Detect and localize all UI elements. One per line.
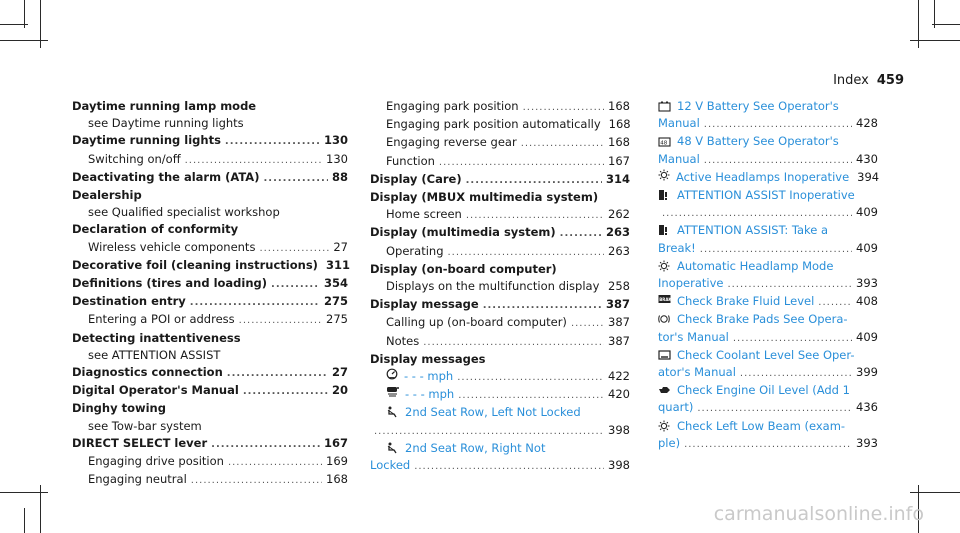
- entry-text: Inoperative: [658, 276, 724, 291]
- index-entry: [72, 221, 348, 238]
- page-ref: 262: [608, 207, 630, 222]
- page-ref: 394: [857, 169, 880, 184]
- index-entry: [370, 440, 630, 457]
- index-entry: [72, 132, 348, 150]
- page-ref: 20: [331, 383, 348, 398]
- svg-text:48: 48: [660, 140, 668, 147]
- index-entry: [370, 206, 630, 224]
- entry-text: ple): [658, 435, 681, 450]
- dot-leader: [740, 365, 852, 382]
- dot-leader: [243, 383, 328, 400]
- entry-text: Function: [386, 153, 435, 168]
- entry-text: Display message: [370, 297, 479, 312]
- dot-leader: [684, 436, 852, 453]
- dot-leader: [239, 312, 322, 329]
- page-ref: 428: [856, 116, 878, 131]
- entry-text: Check Coolant Level See Oper-: [677, 347, 855, 362]
- dot-leader: [263, 170, 328, 187]
- index-entry: [72, 400, 348, 417]
- index-entry: [658, 418, 878, 435]
- brake-icon: [658, 293, 671, 305]
- seat-belt-icon: [386, 406, 399, 418]
- entry-text: Home screen: [386, 207, 462, 222]
- page-ref: 387: [608, 333, 630, 348]
- distance-assist-icon: [386, 386, 399, 398]
- index-entry: [370, 261, 630, 278]
- crop-mark: [0, 492, 48, 493]
- entry-text: Operating: [386, 243, 444, 258]
- index-entry-continuation: [658, 115, 878, 133]
- entry-text: see ATTENTION ASSIST: [88, 347, 221, 362]
- dot-leader: [704, 116, 852, 133]
- entry-text: Displays on the multifunction display: [386, 279, 600, 294]
- entry-text: Break!: [658, 240, 696, 255]
- index-entry: [72, 293, 348, 311]
- entry-text: see Qualified specialist workshop: [88, 205, 280, 220]
- watermark: carmanualsonline.info: [713, 503, 924, 525]
- page-ref: 258: [608, 279, 630, 294]
- entry-text: Automatic Headlamp Mode: [677, 258, 834, 273]
- entry-text: see Daytime running lights: [88, 116, 244, 131]
- attention-assist-icon: [658, 189, 671, 201]
- index-entry: [658, 169, 878, 187]
- index-entry-continuation: [658, 435, 878, 453]
- page-ref: 420: [608, 387, 630, 402]
- index-entry: [72, 257, 348, 275]
- index-entry: [370, 314, 630, 332]
- crop-mark: [0, 24, 28, 25]
- entry-text: Switching on/off: [88, 151, 181, 166]
- index-entry-continuation: [370, 422, 630, 440]
- entry-text: DIRECT SELECT lever: [72, 435, 208, 450]
- index-entry: [72, 471, 348, 489]
- page-ref: 409: [856, 329, 878, 344]
- page-ref: 27: [333, 239, 348, 254]
- entry-text: Check Brake Pads See Opera-: [677, 312, 848, 327]
- index-entry-continuation: [658, 399, 878, 417]
- seat-belt-icon: [386, 442, 399, 454]
- index-entry-continuation: [658, 240, 878, 258]
- entry-text: Locked: [370, 458, 411, 473]
- oil-can-icon: [658, 384, 671, 396]
- index-entry: [370, 368, 630, 386]
- crop-mark: [0, 40, 48, 41]
- page-ref: 168: [608, 117, 631, 132]
- page-ref: 168: [608, 99, 630, 113]
- index-entry: [658, 222, 878, 239]
- entry-text: Engaging park position: [386, 99, 519, 113]
- page-ref: 263: [608, 243, 630, 258]
- page-ref: 430: [856, 151, 878, 166]
- entry-text: 2nd Seat Row, Left Not Locked: [405, 405, 581, 420]
- entry-text: Check Left Low Beam (exam-: [677, 418, 846, 433]
- page-ref: 167: [608, 153, 630, 168]
- entry-text: - - - mph: [404, 369, 454, 384]
- dot-leader: [228, 454, 322, 471]
- index-entry-continuation: [658, 329, 878, 347]
- index-entry: [72, 453, 348, 471]
- entry-text: Daytime running lamp mode: [72, 99, 257, 113]
- page-ref: 409: [856, 205, 878, 220]
- index-entry: [370, 171, 630, 189]
- index-entry-continuation: [370, 457, 630, 475]
- index-column-1: [72, 98, 348, 489]
- entry-text: Deactivating the alarm (ATA): [72, 169, 260, 184]
- entry-text: 48 V Battery See Operator's: [677, 134, 839, 149]
- battery-12v-icon: [658, 100, 671, 112]
- index-entry-continuation: [658, 151, 878, 169]
- index-entry: [370, 351, 630, 368]
- dot-leader: [225, 133, 320, 150]
- index-entry: [72, 187, 348, 204]
- entry-text: 12 V Battery See Operator's: [677, 99, 839, 113]
- index-column-3: [658, 98, 878, 453]
- entry-text: Display (Care): [370, 171, 462, 186]
- entry-text: Display (MBUX multimedia system): [370, 190, 599, 205]
- page-header: [833, 73, 904, 88]
- index-entry-continuation: [658, 364, 878, 382]
- dot-leader: [662, 205, 852, 222]
- headlamp-icon: [658, 169, 670, 181]
- index-entry: [72, 169, 348, 187]
- dot-leader: [727, 276, 852, 293]
- cruise-control-icon: [386, 368, 398, 380]
- entry-text: Diagnostics connection: [72, 365, 223, 380]
- dot-leader: [191, 472, 322, 489]
- dot-leader: [211, 436, 320, 453]
- crop-mark: [910, 40, 960, 41]
- index-entry: [72, 115, 348, 132]
- dot-leader: [423, 334, 604, 351]
- page-ref: 27: [331, 365, 348, 380]
- entry-text: ator's Manual: [658, 365, 736, 380]
- index-entry: [370, 386, 630, 404]
- dot-leader: [818, 294, 852, 311]
- page-ref: 168: [326, 472, 348, 487]
- entry-text: ATTENTION ASSIST: Take a: [677, 223, 829, 238]
- index-entry: [658, 187, 878, 204]
- dot-leader: [448, 244, 605, 261]
- dot-leader: [414, 458, 604, 475]
- page-ref: 387: [605, 297, 630, 312]
- page-ref: 398: [608, 458, 630, 473]
- index-entry: [72, 204, 348, 221]
- index-entry: [370, 116, 630, 134]
- dot-leader: [458, 387, 604, 404]
- page-ref: 387: [608, 315, 630, 330]
- entry-text: ATTENTION ASSIST Inoperative: [677, 188, 855, 203]
- dot-leader: [374, 423, 604, 440]
- dot-leader: [259, 240, 329, 257]
- page-ref: 167: [323, 435, 348, 450]
- index-entry: [370, 153, 630, 171]
- index-entry: [72, 275, 348, 293]
- index-entry: [370, 296, 630, 314]
- entry-text: - - - mph: [405, 387, 455, 402]
- page-ref: 393: [856, 276, 878, 291]
- entry-text: Display messages: [370, 351, 486, 366]
- index-entry: [658, 133, 878, 150]
- page-ref: 168: [608, 135, 630, 150]
- headlamp-icon: [658, 420, 671, 432]
- entry-text: Check Brake Fluid Level: [677, 294, 815, 309]
- index-entry: [72, 311, 348, 329]
- index-entry: [72, 98, 348, 115]
- page-ref: 354: [323, 276, 348, 291]
- dot-leader: [227, 365, 328, 382]
- page-ref: 393: [856, 435, 878, 450]
- dot-leader: [457, 369, 604, 386]
- index-entry: [658, 382, 878, 399]
- index-entry: [658, 347, 878, 364]
- dot-leader: [603, 279, 604, 296]
- entry-text: Daytime running lights: [72, 133, 221, 148]
- dot-leader: [190, 294, 320, 311]
- index-entry-continuation: [658, 275, 878, 293]
- dot-leader: [483, 297, 602, 314]
- entry-text: Engaging drive position: [88, 454, 224, 469]
- dot-leader: [185, 152, 322, 169]
- page-ref: 130: [326, 151, 348, 166]
- entry-text: tor's Manual: [658, 329, 729, 344]
- entry-text: Definitions (tires and loading): [72, 276, 268, 291]
- entry-text: Display (on-board computer): [370, 261, 557, 276]
- dot-leader: [521, 135, 604, 152]
- index-entry: [72, 151, 348, 169]
- entry-text: Engaging neutral: [88, 472, 187, 487]
- dot-leader: [697, 400, 852, 417]
- page-ref: 263: [605, 225, 630, 240]
- page-number: 459: [876, 73, 904, 88]
- index-entry: [658, 98, 878, 115]
- entry-text: Decorative foil (cleaning instructions): [72, 257, 318, 272]
- index-entry: [370, 134, 630, 152]
- index-entry-continuation: [658, 204, 878, 222]
- entry-text: Manual: [658, 116, 700, 131]
- index-entry: [72, 418, 348, 435]
- entry-text: Notes: [386, 333, 420, 348]
- page-ref: 399: [856, 365, 878, 380]
- index-entry: [658, 311, 878, 328]
- entry-text: Entering a POI or address: [88, 312, 235, 327]
- page-ref: 314: [605, 171, 630, 186]
- index-entry: [370, 224, 630, 242]
- index-entry: [370, 404, 630, 421]
- page-ref: 275: [326, 312, 348, 327]
- page-ref: 88: [331, 169, 348, 184]
- page-ref: 422: [608, 369, 630, 384]
- dot-leader: [271, 276, 320, 293]
- crop-mark: [24, 508, 25, 533]
- index-entry: [72, 239, 348, 257]
- entry-text: see Tow-bar system: [88, 418, 202, 433]
- svg-text:BRAKE: BRAK: [659, 297, 671, 303]
- entry-text: Check Engine Oil Level (Add 1: [677, 383, 850, 398]
- brake-pads-icon: [658, 313, 671, 325]
- entry-text: Digital Operator's Manual: [72, 383, 239, 398]
- entry-text: Engaging park position automatically: [386, 117, 601, 132]
- entry-text: Calling up (on-board computer): [386, 315, 567, 330]
- dot-leader: [523, 99, 604, 116]
- dot-leader: [466, 207, 604, 224]
- page-ref: 130: [323, 133, 348, 148]
- entry-text: Active Headlamps Inoperative: [676, 169, 850, 184]
- index-entry: [370, 278, 630, 296]
- entry-text: Dinghy towing: [72, 401, 166, 416]
- dot-leader: [466, 172, 602, 189]
- crop-mark: [910, 492, 960, 493]
- section-title: Index: [833, 73, 869, 88]
- page-ref: 275: [323, 294, 348, 309]
- entry-text: Declaration of conformity: [72, 222, 239, 237]
- index-entry: [370, 243, 630, 261]
- entry-text: Manual: [658, 151, 700, 166]
- index-entry: [370, 189, 630, 206]
- index-entry: [72, 347, 348, 364]
- page-ref: 409: [856, 240, 878, 255]
- page-ref: 408: [856, 294, 878, 309]
- entry-text: Engaging reverse gear: [386, 135, 517, 150]
- dot-leader: [733, 330, 852, 347]
- index-column-2: [370, 98, 630, 475]
- dot-leader: [560, 225, 602, 242]
- entry-text: 2nd Seat Row, Right Not: [405, 440, 546, 455]
- entry-text: Detecting inattentiveness: [72, 330, 241, 345]
- attention-assist-icon: [658, 224, 671, 236]
- index-entry: [658, 258, 878, 275]
- headlamp-icon: [658, 260, 671, 272]
- entry-text: quart): [658, 400, 694, 415]
- index-entry: [658, 293, 878, 311]
- page-ref: 169: [326, 454, 348, 469]
- index-entry: [72, 435, 348, 453]
- index-entry: [72, 330, 348, 347]
- page-ref: 436: [856, 400, 878, 415]
- crop-mark: [932, 24, 960, 25]
- dot-leader: [571, 315, 604, 332]
- page-ref: 311: [325, 257, 350, 272]
- dot-leader: [439, 154, 604, 171]
- index-entry: [370, 333, 630, 351]
- entry-text: Dealership: [72, 188, 142, 203]
- coolant-icon: [658, 349, 671, 361]
- entry-text: Display (multimedia system): [370, 225, 556, 240]
- index-entry: [72, 364, 348, 382]
- dot-leader: [700, 241, 852, 258]
- battery-48v-icon: [658, 135, 671, 147]
- entry-text: Destination entry: [72, 294, 186, 309]
- index-entry: [72, 382, 348, 400]
- index-entry: [370, 98, 630, 116]
- dot-leader: [704, 152, 852, 169]
- page-ref: 398: [608, 422, 630, 437]
- entry-text: Wireless vehicle components: [88, 239, 256, 254]
